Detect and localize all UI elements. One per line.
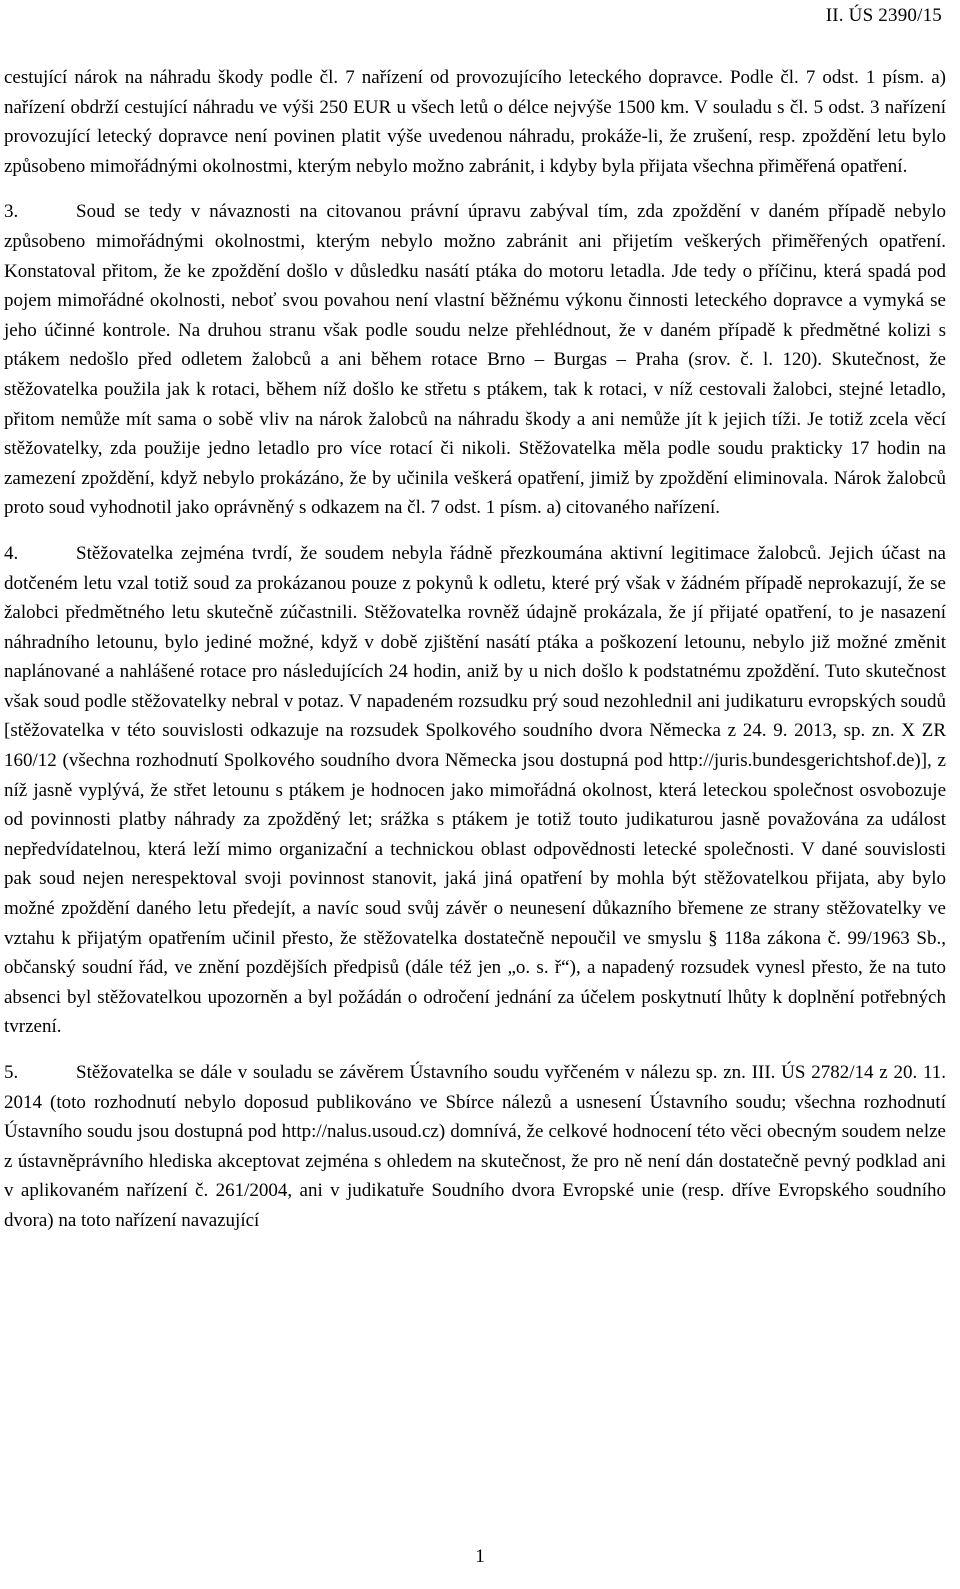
- paragraph-4: [4, 539, 946, 1042]
- document-body: [4, 63, 946, 1252]
- page-number-footer: 1: [475, 1546, 485, 1567]
- paragraph-continuation: [4, 63, 946, 181]
- paragraph-text: Soud se tedy v návaznosti na citovanou právní úpravu zabýval tím, zda zpoždění v daném případě nebylo způsobeno mimořádnými okolnostmi, kterým nebylo možno zabránit ani přijetím veškerých přiměřených opatření. Konstatoval přitom, že ke zpoždění došlo v důsledku nasátí ptáka do motoru letadla. Jde tedy o příčinu, která spadá pod pojem mimořádné okolnosti, neboť svou povahou není vlastní běžnému výkonu činnosti leteckého dopravce a vymyká se jeho účinné kontrole. Na druhou stranu však podle soudu nelze přehlédnout, že v daném případě k předmětné kolizi s ptákem nedošlo před odletem žalobců a ani během rotace Brno – Burgas – Praha (srov. č. l. 120). Skutečnost, že stěžovatelka použila jak k rotaci, během níž došlo ke střetu s ptákem, tak k rotaci, v níž cestovali žalobci, stejné letadlo, přitom nemůže mít sama o sobě vliv na nárok žalobců na náhradu škody a ani nemůže jít k jejich tíži. Je totiž zcela věcí stěžovatelky, zda použije jedno letadlo pro více rotací či nikoli. Stěžovatelka měla podle soudu prakticky 17 hodin na zamezení zpoždění, když nebylo prokázáno, že by učinila veškerá opatření, jimiž by zpoždění eliminovala. Nárok žalobců proto soud vyhodnotil jako oprávněný s odkazem na čl. 7 odst. 1 písm. a) citovaného nařízení.: [4, 201, 946, 519]
- paragraph-text: Stěžovatelka zejména tvrdí, že soudem nebyla řádně přezkoumána aktivní legitimace žalobců. Jejich účast na dotčeném letu vzal totiž soud za prokázanou pouze z pokynů k odletu, které prý však v žádném případě neprokazují, že se žalobci předmětného letu skutečně zúčastnili. Stěžovatelka rovněž údajně prokázala, že jí přijaté opatření, to je nasazení náhradního letounu, bylo jediné možné, když v době zjištění nasátí ptáka a poškození letounu, nebylo již možné změnit naplánované a nahlášené rotace pro následujících 24 hodin, aniž by u nich došlo k podstatnému zpoždění. Tuto skutečnost však soud podle stěžovatelky nebral v potaz. V napadeném rozsudku prý soud nezohlednil ani judikaturu evropských soudů [stěžovatelka v této souvislosti odkazuje na rozsudek Spolkového soudního dvora Německa z 24. 9. 2013, sp. zn. X ZR 160/12 (všechna rozhodnutí Spolkového soudního dvora Německa jsou dostupná pod http://juris.bundesgerichtshof.de)], z níž jasně vyplývá, že střet letounu s ptákem je hodnocen jako mimořádná okolnost, která leteckou společnost osvobozuje od povinnosti platby náhrady za zpožděný let; srážka s ptákem je totiž touto judikaturou jasně považována za událost nepředvídatelnou, která leží mimo organizační a technickou oblast odpovědnosti letecké společnosti. V dané souvislosti pak soud nejen nerespektoval svoji povinnost stanovit, jaká jiná opatření by mohla být stěžovatelkou přijata, aby bylo možné zpoždění daného letu předejít, a navíc soud svůj závěr o neunesení důkazního břemene ze strany stěžovatelky ve vztahu k přijatým opatřením učinil přesto, že stěžovatelka dostatečně nepoučil ve smyslu § 118a zákona č. 99/1963 Sb., občanský soudní řád, ve znění pozdějších předpisů (dále též jen „o. s. ř“), a napadený rozsudek vynesl přesto, že na tuto absenci byl stěžovatelkou upozorněn a byl požádán o odročení jednání za účelem poskytnutí lhůty k doplnění potřebných tvrzení.: [4, 542, 946, 1038]
- paragraph-5: [4, 1058, 946, 1236]
- paragraph-text: Stěžovatelka se dále v souladu se závěrem Ústavního soudu vyřčeném v nálezu sp. zn. III. ÚS 2782/14 z 20. 11. 2014 (toto rozhodnutí nebylo doposud publikováno ve Sbírce nálezů a usnesení Ústavního soudu; všechna rozhodnutí Ústavního soudu jsou dostupná pod http://nalus.usoud.cz) domnívá, že celkové hodnocení této věci obecným soudem nelze z ústavněprávního hlediska akceptovat zejména s ohledem na skutečnost, že pro ně není dán dostatečně pevný podklad ani v aplikovaném nařízení č. 261/2004, ani v judikatuře Soudního dvora Evropské unie (resp. dříve Evropského soudního dvora) na toto nařízení navazující: [4, 1062, 946, 1231]
- paragraph-text: cestující nárok na náhradu škody podle čl. 7 nařízení od provozujícího leteckého dopravce. Podle čl. 7 odst. 1 písm. a) nařízení obdrží cestující náhradu ve výši 250 EUR u všech letů o délce nejvýše 1500 km. V souladu s čl. 5 odst. 3 nařízení provozující letecký dopravce není povinen platit výše uvedenou náhradu, prokáže-li, že zrušení, resp. zpoždění letu bylo způsobeno mimořádnými okolnostmi, kterým nebylo možno zabránit, i kdyby byla přijata všechna přiměřená opatření.: [4, 67, 946, 177]
- paragraph-number: 3.: [4, 201, 19, 223]
- paragraph-3: [4, 197, 946, 523]
- case-number-header: II. ÚS 2390/15: [825, 5, 942, 26]
- paragraph-number: 5.: [4, 1062, 19, 1083]
- paragraph-number: 4.: [4, 542, 19, 564]
